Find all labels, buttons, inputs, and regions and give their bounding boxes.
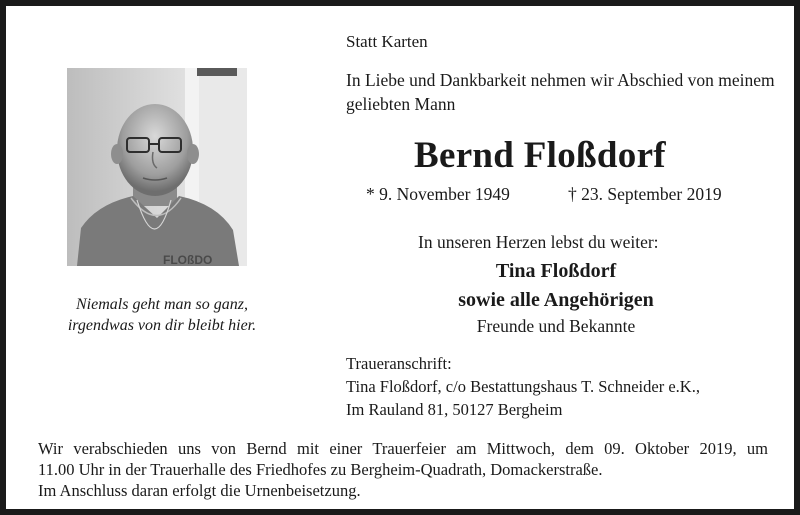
mourners-heading: In unseren Herzen lebst du weiter:: [418, 232, 659, 252]
deceased-name: Bernd Floßdorf: [414, 135, 666, 176]
portrait-photo: [67, 68, 247, 266]
service-line-1: Wir verabschieden uns von Bernd mit einer Trauerfeier am Mittwoch, dem 09. Oktober 2019, um: [38, 439, 768, 458]
intro-text: In Liebe und Dankbarkeit nehmen wir Abschied von meinem geliebten Mann: [346, 70, 775, 114]
service-line-3: Im Anschluss daran erfolgt die Urnenbeisetzung.: [38, 481, 361, 500]
svg-text:FLOßDO: FLOßDO: [163, 253, 213, 266]
friends-text: Freunde und Bekannte: [476, 316, 636, 336]
relatives-text: sowie alle Angehörigen: [458, 289, 654, 311]
portrait-photo-icon: [67, 68, 247, 266]
quote-text: [36, 294, 288, 336]
address-label: Traueranschrift:: [346, 354, 452, 373]
primary-mourner: Tina Floßdorf: [495, 260, 617, 282]
service-details: [38, 438, 768, 501]
death-date: † 23. September 2019: [568, 184, 722, 204]
quote-line-1: Niemals geht man so ganz,: [76, 296, 248, 313]
address-line-1: Tina Floßdorf, c/o Bestattungshaus T. Schneider e.K.,: [346, 377, 700, 396]
address-line-2: Im Rauland 81, 50127 Bergheim: [346, 400, 563, 419]
quote-line-2: irgendwas von dir bleibt hier.: [67, 317, 257, 334]
service-line-2: 11.00 Uhr in der Trauerhalle des Friedhofes zu Bergheim-Quadrath, Domackerstraße.: [38, 460, 603, 479]
statt-karten-text: Statt Karten: [346, 32, 428, 51]
birth-date: * 9. November 1949: [366, 184, 510, 204]
